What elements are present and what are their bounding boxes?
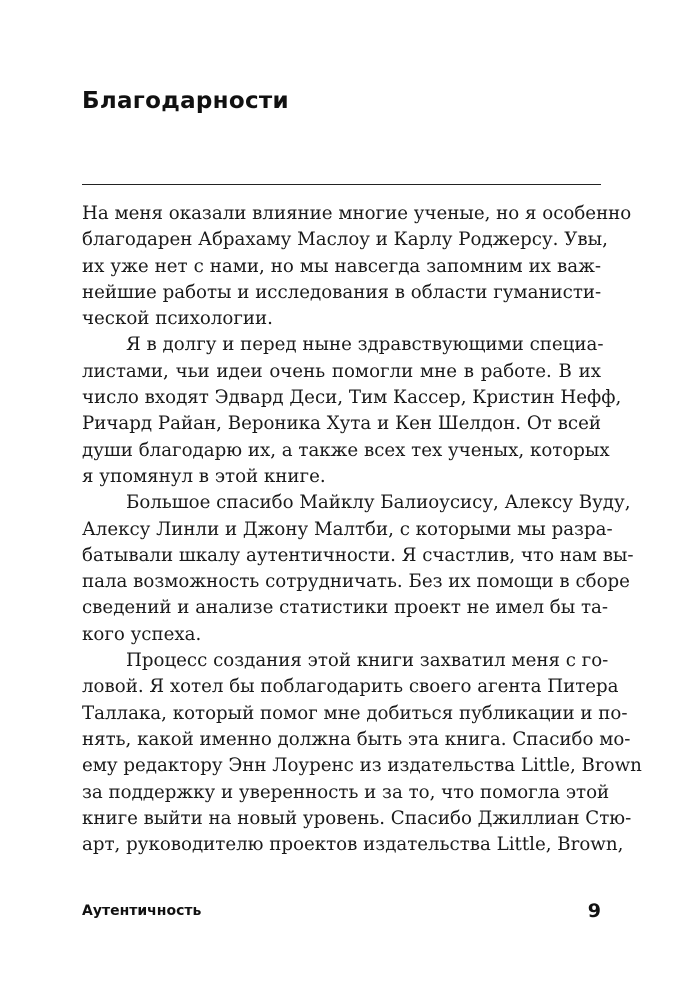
text-line: ческой психологии. <box>82 308 273 330</box>
text-line: число входят Эдвард Деси, Тим Кассер, Кристин Нефф, <box>82 387 622 409</box>
text-line: кого успеха. <box>82 623 202 645</box>
text-line: Алексу Линли и Джону Малтби, с которыми мы разра- <box>82 518 613 540</box>
text-line: листами, чьи идеи очень помогли мне в работе. В их <box>82 360 601 382</box>
text-line: Я в долгу и перед ныне здравствующими специа- <box>126 334 604 356</box>
text-line: я упомянул в этой книге. <box>82 465 326 487</box>
body-text <box>82 201 642 858</box>
text-line: души благодарю их, а также всех тех ученых, которых <box>82 439 610 461</box>
text-line: нейшие работы и исследования в области гуманисти- <box>82 281 602 303</box>
text-line: Таллака, который помог мне добиться публикации и по- <box>82 702 628 724</box>
page-number: 9 <box>587 900 601 922</box>
running-title: Аутентичность <box>82 903 202 919</box>
text-line: Процесс создания этой книги захватил меня с го- <box>126 650 609 672</box>
page-heading: Благодарности <box>82 88 289 114</box>
text-line: за поддержку и уверенность и за то, что помогла этой <box>82 781 610 803</box>
text-line: ловой. Я хотел бы поблагодарить своего агента Питера <box>82 676 619 698</box>
page-footer <box>82 900 601 924</box>
text-line: арт, руководителю проектов издательства Little, Brown, <box>82 834 624 856</box>
text-line: Большое спасибо Майклу Балиоусису, Алексу Вуду, <box>126 492 631 514</box>
text-line: На меня оказали влияние многие ученые, но я особенно <box>82 203 632 224</box>
text-line: пала возможность сотрудничать. Без их помощи в сборе <box>82 571 630 593</box>
text-line: Ричард Райан, Вероника Хута и Кен Шелдон. От всей <box>82 413 601 435</box>
text-line: благодарен Абрахаму Маслоу и Карлу Роджерсу. Увы, <box>82 229 608 251</box>
heading-divider <box>82 184 601 185</box>
text-line: ему редактору Энн Лоуренс из издательства Little, Brown <box>82 755 642 777</box>
text-line: книге выйти на новый уровень. Спасибо Джиллиан Стю- <box>82 807 632 829</box>
text-line: нять, какой именно должна быть эта книга. Спасибо мо- <box>82 728 631 750</box>
text-line: батывали шкалу аутентичности. Я счастлив, что нам вы- <box>82 544 634 566</box>
text-line: сведений и анализе статистики проект не имел бы та- <box>82 597 609 619</box>
text-line: их уже нет с нами, но мы навсегда запомним их важ- <box>82 255 601 277</box>
